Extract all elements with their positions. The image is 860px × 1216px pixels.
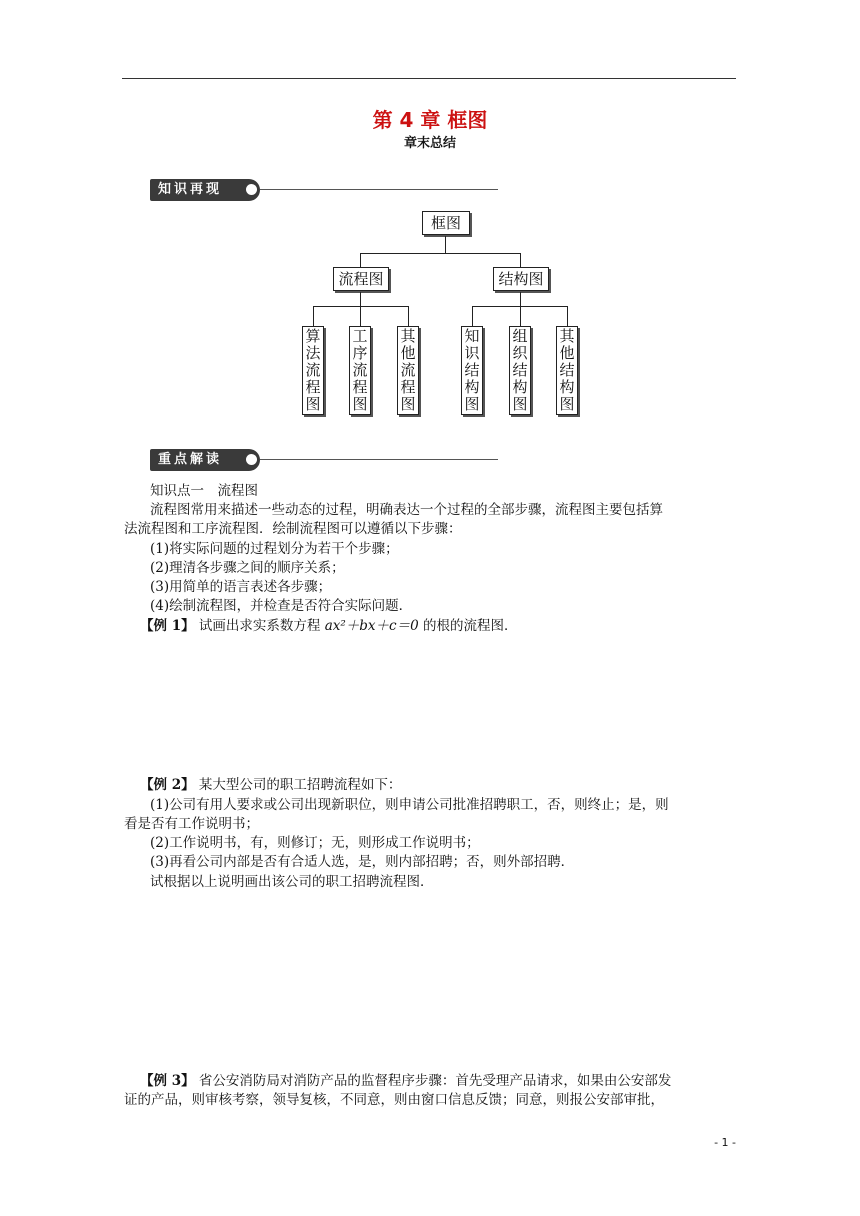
section-divider xyxy=(260,189,498,190)
connector xyxy=(567,306,568,326)
leaf-char: 图 xyxy=(305,395,321,413)
example-item: (2)工作说明书，有，则修订；无，则形成工作说明书； xyxy=(150,835,480,851)
leaf-char: 知 xyxy=(464,327,480,345)
leaf-char: 图 xyxy=(400,395,416,413)
tree-leaf xyxy=(349,326,371,415)
connector xyxy=(472,306,473,326)
tree-node-structure: 结构图 xyxy=(493,267,549,291)
connector xyxy=(408,306,409,326)
tree-leaf xyxy=(397,326,419,415)
tree-leaf xyxy=(302,326,324,415)
step-item: (4)绘制流程图，并检查是否符合实际问题． xyxy=(150,598,413,614)
chapter-title: 第 4 章 框图 xyxy=(372,108,488,132)
leaf-char: 图 xyxy=(352,395,368,413)
leaf-char: 他 xyxy=(559,344,575,362)
leaf-char: 组 xyxy=(512,327,528,345)
leaf-char: 他 xyxy=(400,344,416,362)
leaf-char: 图 xyxy=(559,395,575,413)
example-text: 证的产品，则审核考察，领导复核，不同意，则由窗口信息反馈；同意，则报公安部审批， xyxy=(124,1092,664,1108)
bullet-dot-icon xyxy=(246,454,257,465)
section-divider xyxy=(260,459,498,460)
example-task: 试根据以上说明画出该公司的职工招聘流程图． xyxy=(150,874,434,890)
example-item: (1)公司有用人要求或公司出现新职位，则申请公司批准招聘职工，否，则终止；是，则 xyxy=(150,797,669,813)
leaf-char: 法 xyxy=(305,344,321,362)
connector xyxy=(313,306,314,326)
equation: ax²＋bx＋c＝0 xyxy=(324,618,419,634)
example-1 xyxy=(140,617,517,636)
top-rule xyxy=(122,78,736,79)
leaf-char: 程 xyxy=(305,378,321,396)
connector xyxy=(360,306,361,326)
leaf-char: 流 xyxy=(352,361,368,379)
example-tag: 【例 1】 xyxy=(140,618,195,634)
example-3 xyxy=(140,1072,671,1091)
connector xyxy=(520,306,521,326)
leaf-char: 结 xyxy=(559,361,575,379)
step-item: (2)理清各步骤之间的顺序关系； xyxy=(150,560,345,576)
leaf-char: 图 xyxy=(512,395,528,413)
bullet-dot-icon xyxy=(246,184,257,195)
leaf-char: 其 xyxy=(400,327,416,345)
example-tag: 【例 2】 xyxy=(140,777,195,793)
example-text: 省公安消防局对消防产品的监督程序步骤：首先受理产品请求，如果由公安部发 xyxy=(198,1073,672,1089)
point-heading: 知识点一 流程图 xyxy=(150,483,258,499)
leaf-char: 其 xyxy=(559,327,575,345)
example-item: 看是否有工作说明书； xyxy=(124,816,259,832)
example-text: 某大型公司的职工招聘流程如下： xyxy=(198,777,402,793)
leaf-char: 构 xyxy=(464,378,480,396)
leaf-char: 识 xyxy=(464,344,480,362)
tree-leaf xyxy=(461,326,483,415)
step-item: (3)用简单的语言表述各步骤； xyxy=(150,579,332,595)
leaf-char: 构 xyxy=(559,378,575,396)
leaf-char: 结 xyxy=(464,361,480,379)
leaf-char: 算 xyxy=(305,327,321,345)
leaf-char: 流 xyxy=(400,361,416,379)
leaf-char: 程 xyxy=(352,378,368,396)
example-text: 试画出求实系数方程 xyxy=(198,618,325,634)
connector xyxy=(520,292,521,306)
section-label-review: 知识再现 xyxy=(150,179,260,201)
connector xyxy=(360,253,520,254)
example-text: 的根的流程图． xyxy=(418,618,518,634)
example-item: (3)再看公司内部是否有合适人选，是，则内部招聘；否，则外部招聘． xyxy=(150,854,575,870)
page-number: - 1 - xyxy=(714,1136,736,1149)
leaf-char: 织 xyxy=(512,344,528,362)
paragraph-line: 流程图常用来描述一些动态的过程，明确表达一个过程的全部步骤，流程图主要包括算 xyxy=(150,502,663,518)
leaf-char: 序 xyxy=(352,344,368,362)
connector xyxy=(360,292,361,306)
leaf-char: 图 xyxy=(464,395,480,413)
leaf-char: 程 xyxy=(400,378,416,396)
connector xyxy=(445,236,446,253)
leaf-char: 流 xyxy=(305,361,321,379)
step-item: (1)将实际问题的过程划分为若干个步骤； xyxy=(150,541,399,557)
leaf-char: 构 xyxy=(512,378,528,396)
paragraph-line: 法流程图和工序流程图．绘制流程图可以遵循以下步骤： xyxy=(124,521,462,537)
tree-leaf xyxy=(509,326,531,415)
leaf-char: 结 xyxy=(512,361,528,379)
chapter-subtitle: 章末总结 xyxy=(403,136,456,151)
example-tag: 【例 3】 xyxy=(140,1073,195,1089)
tree-node-flowchart: 流程图 xyxy=(333,267,389,291)
tree-leaf xyxy=(556,326,578,415)
leaf-char: 工 xyxy=(352,327,368,345)
connector xyxy=(520,253,521,267)
connector xyxy=(360,253,361,267)
section-label-key-points: 重点解读 xyxy=(150,449,260,471)
example-2 xyxy=(140,776,401,795)
tree-root-node: 框图 xyxy=(422,211,470,235)
